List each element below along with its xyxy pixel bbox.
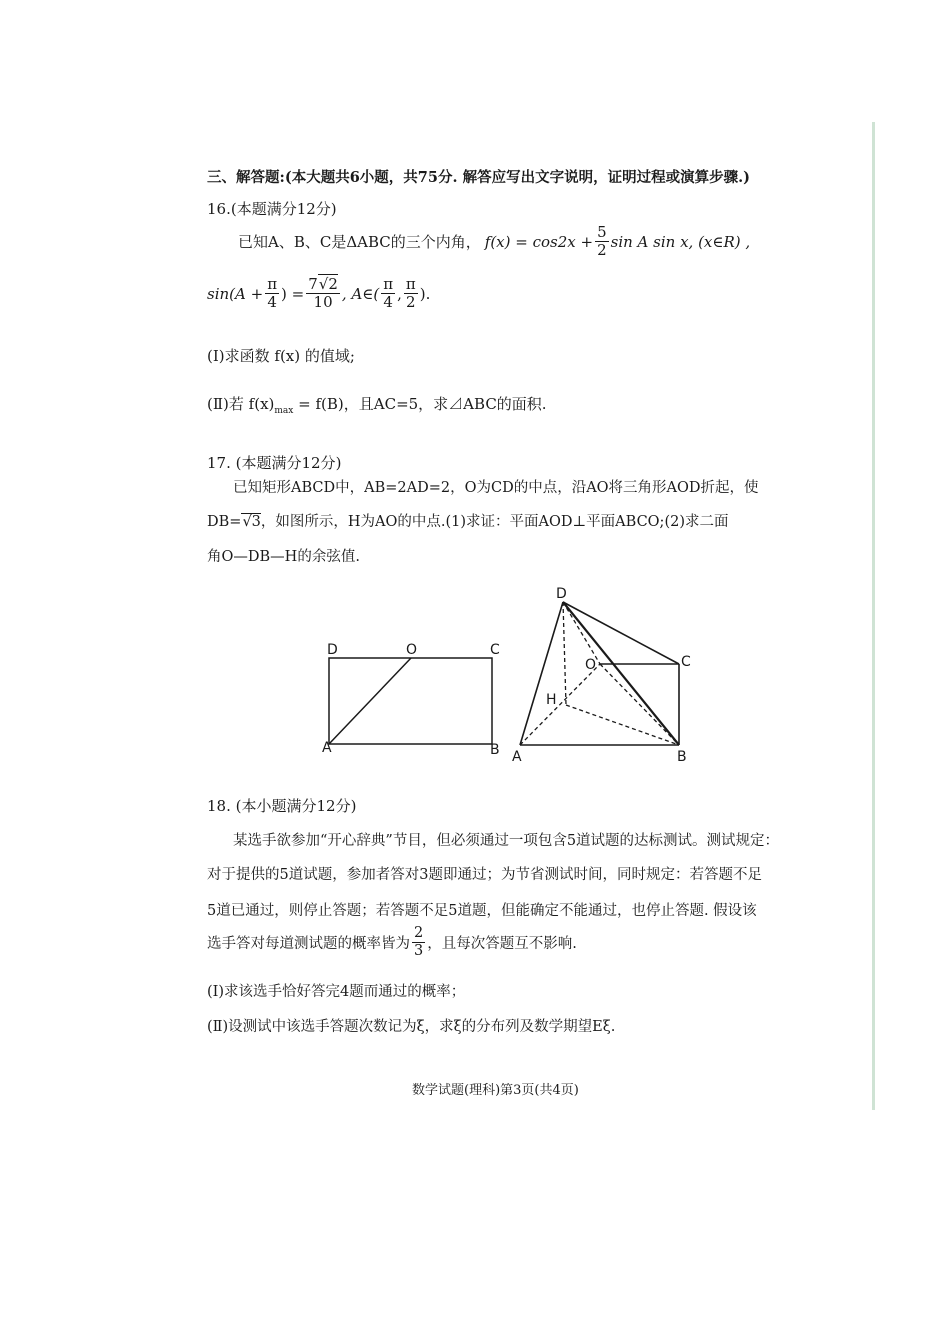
q17-line2 [207,510,728,531]
rectangle-abcd [329,658,492,744]
section-title: 三、解答题: [207,169,285,186]
label-b: B [490,742,500,758]
pyr-label-d: D [556,586,567,602]
q16-text: 已知A、B、C是ΔABC的三个内角， [238,233,481,252]
edge-dh [563,602,566,705]
frac-den: 4 [267,293,277,312]
q16-part2 [207,393,547,416]
frac-num [306,276,340,294]
pyr-label-o: O [585,657,597,673]
edge-db [563,602,679,745]
q16-part2-b: = f(B)，且AC=5，求⊿ABC的面积. [293,395,547,413]
q18-line1: 某选手欲参加“开心辞典”节目，但必须通过一项包含5道试题的达标测试。测试规定： [233,833,780,849]
frac-num: π [383,275,394,293]
label-c: C [490,642,500,658]
section-heading [207,166,750,187]
q16-header: 16.(本题满分12分) [207,200,337,218]
frac-num-7: 7 [308,275,318,293]
frac-den: 3 [414,942,424,959]
q18-line2: 对于提供的5道试题，参加者答对3题即通过；为节省测试时间，同时规定：若答题不足 [207,867,762,883]
q17-header: 17. (本题满分12分) [207,454,342,472]
q18-frac-2-3 [412,925,425,959]
q16-comma: , [397,284,402,303]
frac-num: 5 [597,223,607,241]
q16-frac-5-2 [595,224,609,260]
q16-a-in: , A∈( [341,284,380,303]
pyramid [520,602,679,745]
q16-end: ). [419,284,431,303]
q16-sin: sin(A + [207,284,264,303]
q18-line3: 5道已通过，则停止答题；若答题不足5道题，但能确定不能通过，也停止答题. 假设该 [207,903,757,919]
section-note: (本大题共6小题，共75分. 解答应写出文字说明，证明过程或演算步骤.) [284,169,750,186]
q16-part2-sub: max [274,406,294,416]
q18-part1: (Ⅰ)求该选手恰好答完4题而通过的概率； [207,984,466,1000]
q18-line4-a: 选手答对每道测试题的概率皆为 [207,935,410,952]
q16-frac-7r2-10 [306,276,340,312]
page-footer: 数学试题(理科)第3页(共4页) [412,1083,579,1098]
q16-part2-a: (Ⅱ)若 f(x) [207,395,275,413]
frac-den: 2 [406,293,416,312]
q16-part1: (Ⅰ)求函数 f(x) 的值域; [207,347,355,365]
q17-line1: 已知矩形ABCD中，AB=2AD=2，O为CD的中点，沿AO将三角形AOD折起，使 [233,480,759,496]
pyr-label-h: H [546,692,557,708]
frac-num: π [405,275,416,293]
frac-den: 10 [313,293,333,312]
q18-part2: (Ⅱ)设测试中该选手答题次数记为ξ，求ξ的分布列及数学期望Eξ. [207,1019,616,1035]
q16-line2 [207,276,430,312]
q17-figure [0,580,950,820]
q16-fx-tail: sin A sin x, (x∈R) , [610,232,751,251]
q16-frac-pi-4b [381,276,395,312]
frac-num: π [267,275,278,293]
pyr-label-b: B [677,749,687,765]
edge-ob [600,664,679,745]
q17-line2-b: ，如图所示，H为AO的中点.(1)求证：平面AOD⊥平面ABCO;(2)求二面 [260,514,729,530]
frac-num-root: √2 [318,275,338,293]
edge-dc [563,602,679,664]
q16-line1 [238,224,750,260]
pyr-label-a: A [512,749,522,765]
q16-fx: f(x) = cos2x + [484,232,594,251]
label-d: D [327,642,338,658]
q18-line4 [207,925,577,959]
q16-frac-pi-4 [265,276,279,312]
label-o: O [406,642,418,658]
q18-line4-b: ，且每次答题互不影响. [427,935,577,952]
frac-num: 2 [414,925,424,941]
q17-line3: 角O—DB—H的余弦值. [207,549,360,565]
frac-den: 2 [597,241,607,260]
q16-eq: ) = [281,284,305,303]
q18-header: 18. (本小题满分12分) [207,797,357,815]
q17-line2-a: DB= [207,514,242,530]
q16-frac-pi-2 [404,276,418,312]
frac-den: 4 [383,293,393,312]
label-a: A [322,740,332,756]
pyr-label-c: C [681,654,691,670]
q17-root3: √3 [242,514,261,530]
segment-ao [329,658,411,744]
